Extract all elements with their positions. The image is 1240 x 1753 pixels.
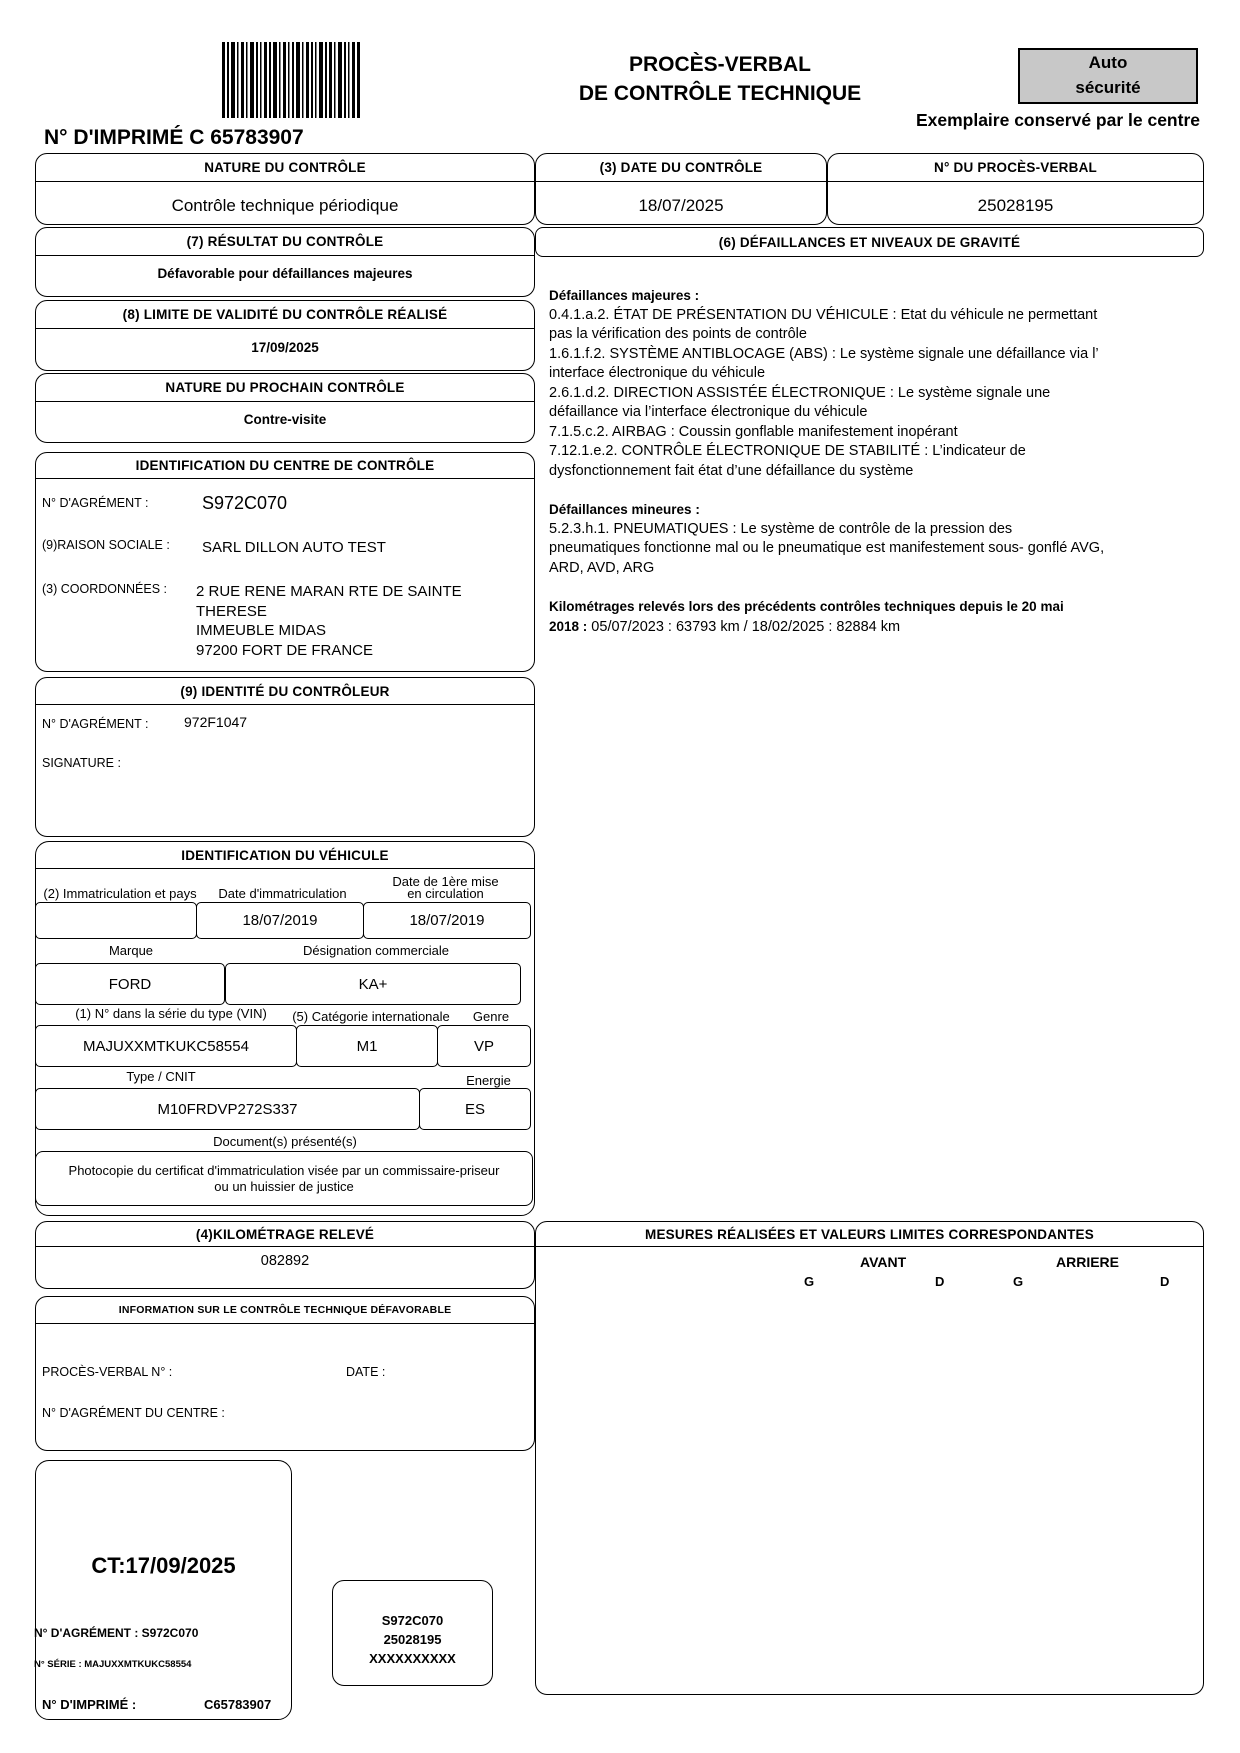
mineure-line: pneumatiques fonctionne mal ou le pneumatique est manifestement sous- gonflé AVG,	[549, 540, 1105, 556]
avant-gauche-label: G	[804, 1274, 815, 1289]
result-value: Défavorable pour défaillances majeures	[157, 266, 413, 281]
centre-agrement-value: S972C070	[202, 493, 288, 513]
next-control-label: NATURE DU PROCHAIN CONTRÔLE	[36, 374, 534, 402]
date-immat-label: Date d'immatriculation	[218, 886, 347, 901]
mineure-line: 5.2.3.h.1. PNEUMATIQUES : Le système de contrôle de la pression des	[549, 520, 1013, 537]
documents-line-2: ou un huissier de justice	[214, 1178, 354, 1194]
categorie-field: M1	[296, 1025, 438, 1067]
immat-field	[35, 902, 197, 939]
centre-raison-label: (9)RAISON SOCIALE :	[42, 538, 170, 552]
controleur-agrement-value: 972F1047	[184, 714, 248, 730]
brand-logo	[1018, 48, 1198, 104]
pv-number-value: 25028195	[977, 196, 1054, 215]
majeure-line: 1.6.1.f.2. SYSTÈME ANTIBLOCAGE (ABS) : Le système signale une défaillance via l’	[549, 345, 1099, 362]
pv-stamp	[332, 1580, 493, 1686]
documents-label: Document(s) présenté(s)	[213, 1134, 357, 1149]
kilometrage-value: 082892	[260, 1253, 310, 1269]
kilometrage-box	[35, 1221, 535, 1289]
signature-label: SIGNATURE :	[42, 756, 121, 770]
majeure-line: 2.6.1.d.2. DIRECTION ASSISTÉE ÉLECTRONIQUE : Le système signale une	[549, 384, 1051, 401]
ct-sticker	[35, 1460, 292, 1720]
nature-box	[35, 153, 535, 225]
title-line-1: PROCÈS-VERBAL	[628, 53, 812, 76]
first-circulation-label-2: en circulation	[407, 886, 484, 901]
vin-label: (1) N° dans la série du type (VIN)	[75, 1006, 267, 1021]
km-history-title: Kilométrages relevés lors des précédents contrôles techniques depuis le 20 mai	[549, 599, 1064, 614]
centre-address	[196, 582, 462, 660]
pv-number-box	[827, 153, 1204, 225]
type-field: M10FRDVP272S337	[35, 1088, 420, 1130]
first-circulation-label-1: Date de 1ère mise	[392, 874, 499, 889]
sticker-ct-date: CT:17/09/2025	[91, 1553, 236, 1578]
validity-value: 17/09/2025	[251, 340, 319, 355]
stamp-line-2: 25028195	[383, 1632, 442, 1647]
stamp-lines	[333, 1611, 492, 1668]
majeure-line: pas la vérification des points de contrôle	[549, 326, 807, 342]
centre-address-line-4: 97200 FORT DE FRANCE	[196, 641, 374, 659]
sticker-serie: N° SÉRIE : MAJUXXMTKUKC58554	[34, 1659, 192, 1670]
mesures-box	[535, 1221, 1204, 1695]
centre-agrement-label: N° D'AGRÉMENT :	[42, 496, 149, 510]
centre-box	[35, 452, 535, 672]
pv-number-label: N° DU PROCÈS-VERBAL	[828, 154, 1203, 182]
arriere-droit-label: D	[1160, 1274, 1170, 1289]
kilometrage-label: (4)KILOMÉTRAGE RELEVÉ	[36, 1222, 534, 1247]
first-circulation-label	[358, 876, 533, 900]
documents-line-1: Photocopie du certificat d'immatriculation visée par un commissaire-priseur	[68, 1162, 500, 1178]
controleur-label: (9) IDENTITÉ DU CONTRÔLEUR	[36, 678, 534, 705]
result-box	[35, 227, 535, 297]
barcode-graphic	[222, 42, 360, 118]
date-control-value: 18/07/2025	[638, 196, 724, 215]
designation-field: KA+	[225, 963, 521, 1005]
next-control-box	[35, 373, 535, 443]
documents-field	[35, 1151, 533, 1206]
info-defav-label: INFORMATION SUR LE CONTRÔLE TECHNIQUE DÉFAVORABLE	[36, 1297, 534, 1324]
centre-raison-value: SARL DILLON AUTO TEST	[202, 539, 386, 556]
nature-label: NATURE DU CONTRÔLE	[36, 154, 534, 182]
brand-line-1: Auto	[1088, 53, 1128, 72]
categorie-label: (5) Catégorie internationale	[292, 1009, 450, 1024]
nature-value: Contrôle technique périodique	[171, 196, 399, 215]
km-history-year: 2018 :	[549, 618, 588, 634]
brand-line-2: sécurité	[1075, 78, 1141, 97]
stamp-line-1: S972C070	[381, 1613, 444, 1628]
date-control-box	[535, 153, 827, 225]
title-line-2: DE CONTRÔLE TECHNIQUE	[578, 82, 862, 105]
mineure-line: ARD, AVD, ARG	[549, 559, 655, 576]
majeures-title: Défaillances majeures :	[549, 288, 700, 303]
energie-field: ES	[419, 1088, 531, 1130]
validity-label: (8) LIMITE DE VALIDITÉ DU CONTRÔLE RÉALISÉ	[36, 301, 534, 329]
arriere-label: ARRIERE	[1056, 1254, 1120, 1270]
majeure-line: 7.1.5.c.2. AIRBAG : Coussin gonflable manifestement inopérant	[549, 423, 958, 440]
avant-droit-label: D	[935, 1274, 945, 1289]
centre-coord-label: (3) COORDONNÉES :	[42, 582, 168, 596]
genre-field: VP	[437, 1025, 531, 1067]
centre-address-line-2: THERESE	[196, 602, 267, 620]
copy-note: Exemplaire conservé par le centre	[915, 110, 1200, 130]
energie-label: Energie	[466, 1073, 511, 1088]
centre-address-line-3: IMMEUBLE MIDAS	[196, 622, 327, 639]
marque-field: FORD	[35, 963, 225, 1005]
sticker-agrement: N° D'AGRÉMENT : S972C070	[34, 1626, 199, 1640]
sticker-imprime-label: N° D'IMPRIMÉ :	[42, 1697, 137, 1712]
document-title	[560, 50, 880, 108]
controleur-agrement-label: N° D'AGRÉMENT :	[42, 717, 149, 731]
info-date-label: DATE :	[346, 1365, 386, 1379]
vehicule-box	[35, 841, 535, 1216]
arriere-gauche-label: G	[1013, 1274, 1024, 1289]
mesures-label: MESURES RÉALISÉES ET VALEURS LIMITES CORRESPONDANTES	[536, 1222, 1203, 1247]
centre-label: IDENTIFICATION DU CENTRE DE CONTRÔLE	[36, 453, 534, 479]
stamp-line-3: XXXXXXXXXX	[369, 1651, 456, 1666]
printed-number: N° D'IMPRIMÉ C 65783907	[44, 126, 304, 149]
next-control-value: Contre-visite	[243, 412, 327, 427]
info-agrement-label: N° D'AGRÉMENT DU CENTRE :	[42, 1406, 225, 1420]
majeure-line: 0.4.1.a.2. ÉTAT DE PRÉSENTATION DU VÉHICULE : Etat du véhicule ne permettant	[549, 306, 1098, 323]
designation-label: Désignation commerciale	[303, 943, 449, 958]
majeure-line: défaillance via l’interface électronique du véhicule	[549, 404, 868, 420]
mineures-title: Défaillances mineures :	[549, 502, 700, 517]
vehicule-label: IDENTIFICATION DU VÉHICULE	[36, 842, 534, 869]
immat-label: (2) Immatriculation et pays	[43, 886, 197, 901]
centre-address-line-1: 2 RUE RENE MARAN RTE DE SAINTE	[196, 583, 462, 600]
majeure-line: interface électronique du véhicule	[549, 365, 766, 381]
info-pv-label: PROCÈS-VERBAL N° :	[42, 1365, 173, 1379]
date-control-label: (3) DATE DU CONTRÔLE	[536, 154, 826, 182]
date-immat-field: 18/07/2019	[196, 902, 364, 939]
barcode	[222, 42, 360, 118]
defaillances-label: (6) DÉFAILLANCES ET NIVEAUX DE GRAVITÉ	[718, 234, 1021, 250]
avant-label: AVANT	[860, 1254, 907, 1270]
km-history-values	[549, 617, 1189, 638]
controleur-box	[35, 677, 535, 837]
defaillances-header-box	[535, 227, 1204, 257]
validity-box	[35, 300, 535, 371]
sticker-imprime-value: C65783907	[204, 1697, 272, 1712]
majeure-line: dysfonctionnement fait état d’une défaillance du système	[549, 462, 914, 479]
marque-label: Marque	[108, 943, 154, 958]
genre-label: Genre	[472, 1009, 510, 1024]
result-label: (7) RÉSULTAT DU CONTRÔLE	[36, 228, 534, 256]
info-defav-box	[35, 1296, 535, 1451]
type-label: Type / CNIT	[126, 1069, 196, 1084]
first-circulation-field: 18/07/2019	[363, 902, 531, 939]
majeure-line: 7.12.1.e.2. CONTRÔLE ÉLECTRONIQUE DE STABILITÉ : L’indicateur de	[549, 443, 1026, 459]
km-history-list: 05/07/2023 : 63793 km / 18/02/2025 : 82884 km	[587, 618, 901, 635]
defaillances-content	[549, 286, 1189, 637]
vin-field: MAJUXXMTKUKC58554	[35, 1025, 297, 1067]
